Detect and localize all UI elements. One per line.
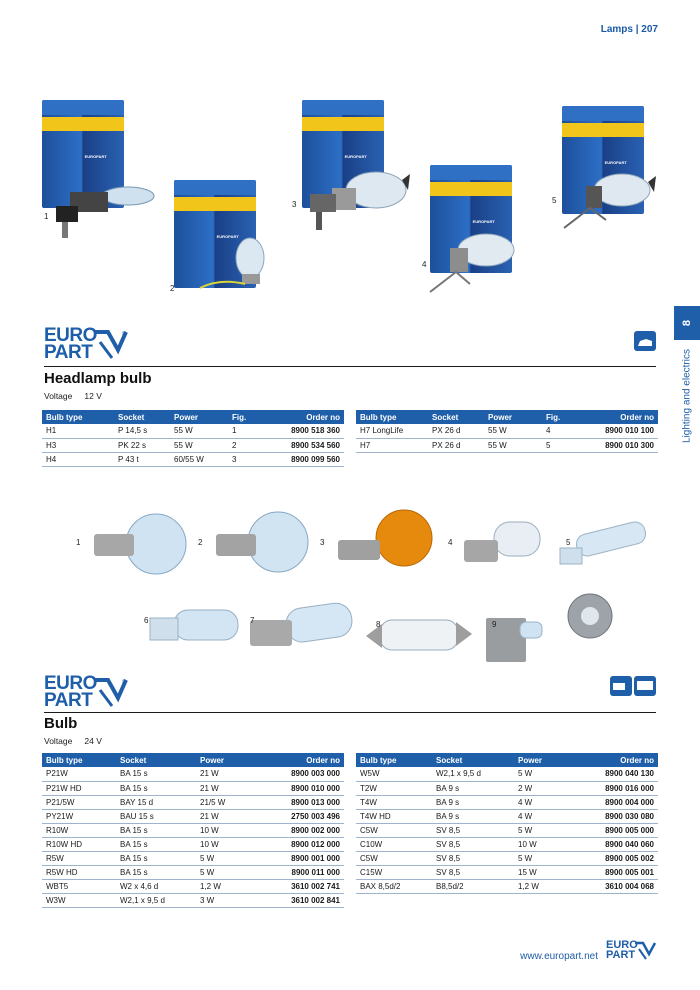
table-row: H1 P 14,5 s 55 W 1 8900 518 360 xyxy=(42,424,344,438)
table-row: PY21W BAU 15 s 21 W 2750 003 496 xyxy=(42,809,344,823)
col-order-no: Order no xyxy=(256,753,344,767)
footer-url-link[interactable]: www.europart.net xyxy=(520,951,598,962)
col-fig: Fig. xyxy=(228,410,272,424)
bulb-fig-9: 9 xyxy=(492,620,497,629)
headlamp-bulb-4-icon xyxy=(426,222,526,302)
bulb-table-left xyxy=(42,753,344,908)
voltage-bulb: Voltage 24 V xyxy=(44,736,102,746)
col-socket: Socket xyxy=(428,410,484,424)
table-row: P21/5W BAY 15 d 21/5 W 8900 013 000 xyxy=(42,795,344,809)
truck-bus-icon xyxy=(610,676,656,696)
col-power: Power xyxy=(484,410,542,424)
page-header: Lamps | 207 xyxy=(600,24,658,35)
table-row: W5W W2,1 x 9,5 d 5 W 8900 040 130 xyxy=(356,767,658,781)
table-row: P21W BA 15 s 21 W 8900 003 000 xyxy=(42,767,344,781)
section-title-bulb: Bulb xyxy=(44,715,78,732)
col-socket: Socket xyxy=(432,753,514,767)
headlamp-table-right xyxy=(356,410,658,453)
col-power: Power xyxy=(514,753,570,767)
section-rule-headlamp xyxy=(44,366,656,367)
europart-logo-icon xyxy=(92,328,130,362)
fig-label-4: 4 xyxy=(422,260,427,269)
bulb-table-right xyxy=(356,753,658,894)
table-row: R5W BA 15 s 5 W 8900 001 000 xyxy=(42,851,344,865)
headlamp-table-left xyxy=(42,410,344,467)
bulb-9-icon xyxy=(482,608,562,668)
col-fig: Fig. xyxy=(542,410,586,424)
fig-label-5: 5 xyxy=(552,196,557,205)
table-row: C10W SV 8,5 10 W 8900 040 060 xyxy=(356,837,658,851)
bulb-fig-6: 6 xyxy=(144,616,149,625)
col-socket: Socket xyxy=(116,753,196,767)
table-row: H7 LongLife PX 26 d 55 W 4 8900 010 100 xyxy=(356,424,658,438)
col-power: Power xyxy=(196,753,256,767)
section-rule-bulb xyxy=(44,712,656,713)
bulb-3-icon xyxy=(330,508,440,588)
bulb-fig-4: 4 xyxy=(448,538,453,547)
table-row: R10W HD BA 15 s 10 W 8900 012 000 xyxy=(42,837,344,851)
table-row: T4W BA 9 s 4 W 8900 004 000 xyxy=(356,795,658,809)
col-bulb-type: Bulb type xyxy=(42,753,116,767)
col-socket: Socket xyxy=(114,410,170,424)
voltage-headlamp: Voltage 12 V xyxy=(44,391,102,401)
europart-logo-icon xyxy=(634,941,658,961)
bulb-1-icon xyxy=(84,508,194,588)
footer-brand-logo: EURO PART xyxy=(606,940,658,964)
table-row: W3W W2,1 x 9,5 d 3 W 3610 002 841 xyxy=(42,893,344,907)
section-title-headlamp: Headlamp bulb xyxy=(44,370,152,387)
chapter-label: Lighting and electrics xyxy=(681,349,693,443)
table-row: R10W BA 15 s 10 W 8900 002 000 xyxy=(42,823,344,837)
col-order-no: Order no xyxy=(570,753,658,767)
product-box-4: EUROPART xyxy=(430,165,512,273)
brand-logo: EURO PART ® xyxy=(44,674,140,710)
headlamp-images xyxy=(0,0,700,320)
fig-label-2: 2 xyxy=(170,284,175,293)
col-order-no: Order no xyxy=(586,410,658,424)
bulb-images xyxy=(0,500,700,670)
product-box-1: EUROPART xyxy=(42,100,124,208)
bulb-5-icon xyxy=(556,522,652,576)
car-icon xyxy=(634,331,656,351)
col-order-no: Order no xyxy=(272,410,344,424)
headlamp-bulb-1-icon xyxy=(50,176,155,246)
chapter-number: 8 xyxy=(681,319,693,327)
table-row: WBT5 W2 x 4,6 d 1,2 W 3610 002 741 xyxy=(42,879,344,893)
table-row: H7 PX 26 d 55 W 5 8900 010 300 xyxy=(356,438,658,452)
svg-text:®: ® xyxy=(122,680,127,686)
bulb-fig-8: 8 xyxy=(376,620,381,629)
table-row: T2W BA 9 s 2 W 8900 016 000 xyxy=(356,781,658,795)
bulb-6-icon xyxy=(146,598,242,658)
table-row: H3 PK 22 s 55 W 2 8900 534 560 xyxy=(42,438,344,452)
fig-label-1: 1 xyxy=(44,212,49,221)
fig-label-3: 3 xyxy=(292,200,297,209)
brand-logo: EURO PART ® xyxy=(44,326,140,362)
table-row: R5W HD BA 15 s 5 W 8900 011 000 xyxy=(42,865,344,879)
bulb-2-icon xyxy=(206,508,316,588)
bulb-fig-7: 7 xyxy=(250,616,255,625)
headlamp-bulb-5-icon xyxy=(560,160,660,240)
product-box-3: EUROPART xyxy=(302,100,384,208)
bulb-socket-icon xyxy=(566,592,616,642)
col-bulb-type: Bulb type xyxy=(356,753,432,767)
col-bulb-type: Bulb type xyxy=(356,410,428,424)
bulb-8-icon xyxy=(364,612,474,662)
col-bulb-type: Bulb type xyxy=(42,410,114,424)
bulb-fig-5: 5 xyxy=(566,538,571,547)
product-box-2: EUROPART xyxy=(174,180,256,288)
table-row: BAX 8,5d/2 B8,5d/2 1,2 W 3610 004 068 xyxy=(356,879,658,893)
table-row: T4W HD BA 9 s 4 W 8900 030 080 xyxy=(356,809,658,823)
bulb-fig-1: 1 xyxy=(76,538,81,547)
europart-logo-icon xyxy=(92,676,130,710)
table-row: C15W SV 8,5 15 W 8900 005 001 xyxy=(356,865,658,879)
bulb-fig-2: 2 xyxy=(198,538,203,547)
svg-text:®: ® xyxy=(122,332,127,338)
bulb-fig-3: 3 xyxy=(320,538,325,547)
bulb-7-icon xyxy=(246,600,356,660)
table-row: P21W HD BA 15 s 21 W 8900 010 000 xyxy=(42,781,344,795)
col-power: Power xyxy=(170,410,228,424)
table-row: C5W SV 8,5 5 W 8900 005 000 xyxy=(356,823,658,837)
table-row: C5W SV 8,5 5 W 8900 005 002 xyxy=(356,851,658,865)
product-box-5: EUROPART xyxy=(562,106,644,214)
table-row: H4 P 43 t 60/55 W 3 8900 099 560 xyxy=(42,452,344,466)
headlamp-bulb-3-icon xyxy=(302,160,412,240)
headlamp-bulb-2-icon xyxy=(190,228,280,298)
bulb-4-icon xyxy=(460,514,550,584)
